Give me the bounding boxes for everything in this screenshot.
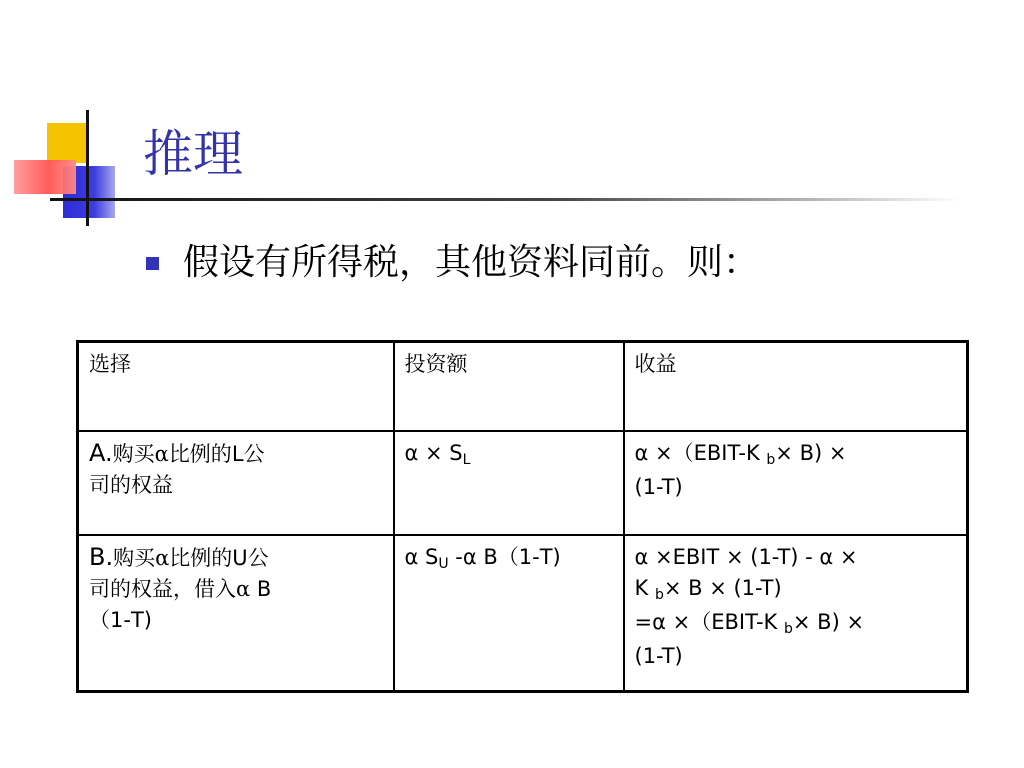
logo-vertical-line: [86, 110, 89, 226]
row-a-invest-sub: L: [462, 452, 471, 468]
row-b-line3: （1-T): [89, 608, 152, 632]
comparison-table: [76, 340, 969, 693]
row-a-income: [624, 431, 968, 535]
row-b-company: U: [232, 546, 248, 570]
header-investment: 投资额: [394, 342, 624, 432]
slide-title: 推理: [143, 125, 243, 183]
row-b-income-line2: K: [634, 576, 655, 600]
logo-yellow-square: [47, 123, 87, 163]
row-b-income: [624, 535, 968, 692]
row-b-income-line3-sub: b: [784, 621, 793, 637]
row-a-choice: [78, 431, 394, 535]
header-income: 收益: [624, 342, 968, 432]
row-b-line2-alpha: α: [236, 577, 251, 601]
table-header-row: [78, 342, 968, 432]
bullet-text: 假设有所得税，其他资料同前。则：: [183, 242, 760, 283]
row-b-income-line2-sub: b: [654, 587, 664, 603]
bullet-item: [146, 238, 759, 288]
table-row: [78, 535, 968, 692]
row-b-income-line2-post: × B × (1-T): [663, 576, 782, 600]
row-b-line2-end: B: [250, 577, 272, 601]
row-b-text2: 比例的: [169, 546, 233, 570]
row-a-invest-text: α × S: [404, 441, 463, 465]
row-a-income-line1-end: × B) ×: [775, 441, 847, 465]
table-row: [78, 431, 968, 535]
row-a-letter: A.: [89, 439, 113, 467]
row-b-alpha: α: [155, 546, 170, 570]
row-b-income-line4: (1-T): [634, 644, 683, 668]
logo-red-bar: [14, 160, 76, 194]
row-a-alpha: α: [154, 442, 169, 466]
row-a-line2: 司的权益: [89, 473, 173, 497]
title-underline: [50, 198, 960, 201]
row-b-invest-sub: U: [438, 556, 449, 572]
header-choice: 选择: [78, 342, 394, 432]
row-a-income-line1: α ×（EBIT-K: [634, 441, 767, 465]
bullet-square-icon: [146, 257, 159, 270]
row-b-income-line3-post: × B) ×: [792, 610, 865, 634]
row-b-income-line3: =α ×（EBIT-K: [634, 610, 785, 634]
row-b-text: 购买: [113, 546, 156, 570]
row-a-company: L: [231, 442, 244, 466]
row-b-text3: 公: [247, 546, 269, 570]
row-a-text3: 公: [243, 442, 265, 466]
row-a-income-sub: b: [766, 452, 776, 468]
row-b-letter: B.: [89, 543, 114, 571]
row-b-choice: [78, 535, 394, 692]
row-a-text: 购买: [112, 442, 155, 466]
row-b-line2: 司的权益，借入: [89, 577, 236, 601]
row-a-text2: 比例的: [168, 442, 232, 466]
row-b-income-line1: α ×EBIT × (1-T) - α ×: [634, 545, 858, 569]
row-b-investment: [394, 535, 624, 692]
row-a-investment: [394, 431, 624, 535]
row-a-income-line2: (1-T): [634, 475, 683, 499]
row-b-invest-text: α S: [404, 545, 439, 569]
row-b-invest-post: -α B（1-T): [448, 545, 561, 569]
